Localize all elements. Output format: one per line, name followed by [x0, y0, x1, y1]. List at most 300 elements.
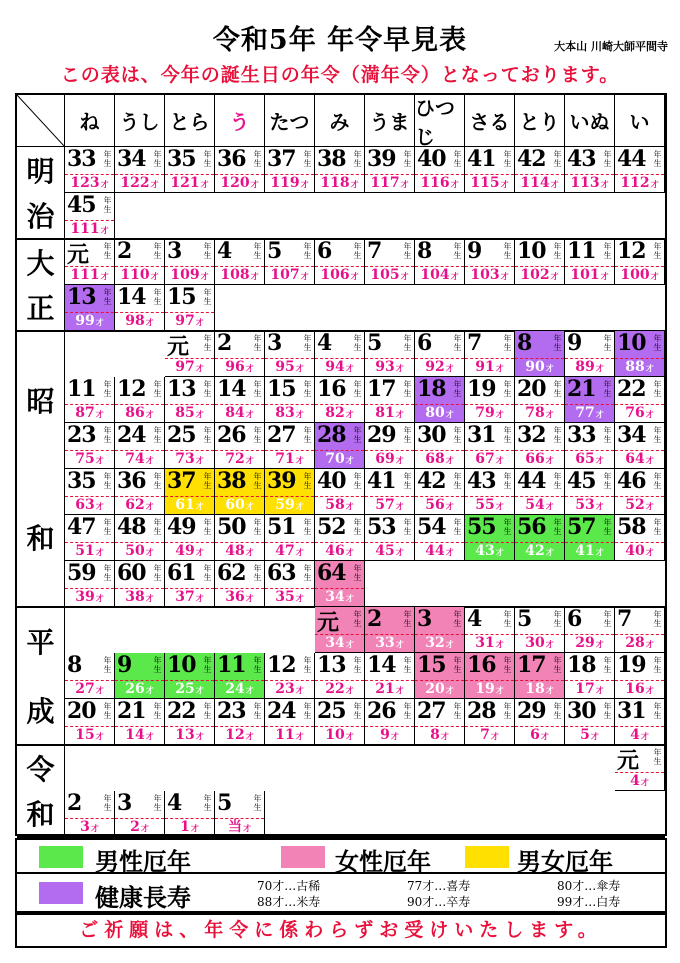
- age-number: 38: [125, 589, 145, 605]
- age-suffix: 才: [595, 455, 604, 465]
- year-cell: [615, 469, 665, 515]
- year-kanji: 年生: [453, 472, 462, 490]
- age-number: 87: [75, 405, 95, 421]
- birth-year: 12: [117, 376, 146, 402]
- year-kanji: 年生: [503, 610, 512, 628]
- year-kanji: 年生: [403, 380, 412, 398]
- year-cell: [365, 377, 415, 423]
- age-suffix: 才: [595, 639, 604, 649]
- age-number: 76: [625, 405, 645, 421]
- year-kanji: 年生: [553, 150, 562, 168]
- age-suffix: 才: [500, 271, 509, 281]
- birth-year: 3: [117, 790, 132, 816]
- age-value: [515, 496, 564, 514]
- age-number: 89: [575, 359, 595, 375]
- age-value: [615, 680, 664, 698]
- age-value: [365, 680, 414, 698]
- age-number: 84: [225, 405, 245, 421]
- age-suffix: 才: [495, 547, 504, 557]
- year-cell: [315, 147, 365, 193]
- age-suffix: 才: [200, 179, 209, 189]
- year-cell: [265, 469, 315, 515]
- age-value: [115, 496, 164, 514]
- year-kanji: 年生: [503, 656, 512, 674]
- age-number: 96: [225, 359, 245, 375]
- age-suffix: 才: [495, 455, 504, 465]
- age-value: [365, 404, 414, 422]
- age-value: [515, 542, 564, 560]
- year-kanji: 年生: [103, 380, 112, 398]
- age-value: [65, 542, 114, 560]
- year-cell: [615, 331, 665, 377]
- age-value: [165, 266, 214, 284]
- year-kanji: 年生: [653, 656, 662, 674]
- birth-year: 10: [517, 238, 546, 264]
- age-number: 95: [275, 359, 295, 375]
- age-value: [615, 404, 664, 422]
- age-suffix: 才: [95, 593, 104, 603]
- age-value: [615, 634, 664, 652]
- age-suffix: 才: [295, 363, 304, 373]
- year-cell: [365, 331, 415, 377]
- age-number: 62: [125, 497, 145, 513]
- health-swatch: [39, 882, 83, 904]
- age-number: 43: [475, 543, 495, 559]
- age-suffix: 才: [195, 409, 204, 419]
- year-cell: [115, 561, 165, 607]
- zodiac-header: たつ: [265, 95, 315, 147]
- year-kanji: 年生: [603, 472, 612, 490]
- age-number: 34: [325, 635, 345, 651]
- age-number: 99: [75, 313, 95, 329]
- age-number: 29: [575, 635, 595, 651]
- age-suffix: 才: [345, 593, 354, 603]
- year-cell: [415, 423, 465, 469]
- birth-year: 25: [317, 698, 346, 724]
- birth-year: 24: [267, 698, 296, 724]
- year-cell: [565, 653, 615, 699]
- year-kanji: 年生: [403, 334, 412, 352]
- birth-year: 5: [217, 790, 232, 816]
- age-suffix: 才: [195, 455, 204, 465]
- age-value: [615, 772, 664, 790]
- year-kanji: 年生: [403, 242, 412, 260]
- age-value: [565, 634, 614, 652]
- birth-year: 56: [517, 514, 546, 540]
- year-cell: [415, 469, 465, 515]
- year-kanji: 年生: [153, 150, 162, 168]
- age-suffix: 才: [300, 179, 309, 189]
- year-kanji: 年生: [503, 150, 512, 168]
- year-kanji: 年生: [253, 794, 262, 812]
- year-cell: [615, 745, 665, 791]
- birth-year: 32: [517, 422, 546, 448]
- age-value: [565, 680, 614, 698]
- age-value: [415, 542, 464, 560]
- year-cell: [465, 239, 515, 285]
- year-kanji: 年生: [653, 334, 662, 352]
- age-suffix: 才: [190, 823, 199, 833]
- age-number: 110: [120, 267, 150, 283]
- year-kanji: 年生: [453, 702, 462, 720]
- age-value: [65, 312, 114, 330]
- year-kanji: 年生: [153, 242, 162, 260]
- age-suffix: 才: [350, 271, 359, 281]
- age-number: 11: [275, 727, 295, 743]
- year-kanji: 年生: [603, 242, 612, 260]
- year-kanji: 年生: [153, 426, 162, 444]
- year-kanji: 年生: [253, 472, 262, 490]
- age-suffix: 才: [445, 363, 454, 373]
- age-suffix: 才: [145, 455, 154, 465]
- age-value: [265, 404, 314, 422]
- age-value: [65, 496, 114, 514]
- age-suffix: 才: [345, 685, 354, 695]
- year-kanji: 年生: [253, 518, 262, 536]
- birth-year: 4: [167, 790, 182, 816]
- age-value: [515, 726, 564, 744]
- age-suffix: 才: [145, 593, 154, 603]
- age-suffix: 才: [345, 639, 354, 649]
- year-cell: [565, 331, 615, 377]
- legend-health: 健康長寿: [95, 884, 191, 912]
- year-kanji: 年生: [453, 656, 462, 674]
- birth-year: 19: [467, 376, 496, 402]
- age-number: 4: [630, 773, 640, 789]
- age-value: [365, 726, 414, 744]
- birth-year: 45: [567, 468, 596, 494]
- year-cell: [315, 469, 365, 515]
- year-kanji: 年生: [153, 380, 162, 398]
- age-number: 104: [420, 267, 450, 283]
- age-value: [515, 358, 564, 376]
- age-suffix: 才: [550, 179, 559, 189]
- age-value: [565, 726, 614, 744]
- birth-year: 5: [267, 238, 282, 264]
- birth-year: 8: [67, 652, 82, 678]
- age-value: [615, 726, 664, 744]
- age-suffix: 才: [395, 455, 404, 465]
- age-value: [315, 588, 364, 606]
- year-cell: [315, 331, 365, 377]
- age-number: 64: [625, 451, 645, 467]
- year-kanji: 年生: [653, 518, 662, 536]
- age-number: 94: [325, 359, 345, 375]
- age-value: [365, 174, 414, 192]
- age-number: 60: [225, 497, 245, 513]
- birth-year: 31: [467, 422, 496, 448]
- birth-year: 38: [217, 468, 246, 494]
- year-cell: [115, 699, 165, 745]
- birth-year: 46: [617, 468, 646, 494]
- year-kanji: 年生: [153, 472, 162, 490]
- birth-year: 37: [167, 468, 196, 494]
- age-suffix: 才: [395, 547, 404, 557]
- age-number: 70: [325, 451, 345, 467]
- birth-year: 60: [117, 560, 146, 586]
- year-cell: [215, 377, 265, 423]
- zodiac-header: とら: [165, 95, 215, 147]
- birth-year: 30: [567, 698, 596, 724]
- age-value: [115, 818, 164, 836]
- year-cell: [165, 331, 215, 377]
- birth-year: 4: [467, 606, 482, 632]
- age-suffix: 才: [350, 179, 359, 189]
- birth-year: 6: [417, 330, 432, 356]
- birth-year: 14: [367, 652, 396, 678]
- age-number: 44: [425, 543, 445, 559]
- year-kanji: 年生: [303, 150, 312, 168]
- age-number: 61: [175, 497, 195, 513]
- age-suffix: 才: [545, 639, 554, 649]
- age-number: 73: [175, 451, 195, 467]
- age-number: 15: [75, 727, 95, 743]
- footer-note: ご祈願は、年令に係わらずお受けいたします。: [15, 913, 667, 948]
- birth-year: 27: [267, 422, 296, 448]
- year-kanji: 年生: [153, 564, 162, 582]
- birth-year: 50: [217, 514, 246, 540]
- year-cell: [215, 791, 265, 837]
- age-number: 85: [175, 405, 195, 421]
- year-cell: [515, 515, 565, 561]
- age-value: [365, 450, 414, 468]
- birth-year: 26: [217, 422, 246, 448]
- age-suffix: 才: [245, 363, 254, 373]
- year-kanji: 年生: [553, 242, 562, 260]
- year-kanji: 年生: [153, 794, 162, 812]
- era-char: 和: [26, 798, 55, 832]
- age-value: [265, 174, 314, 192]
- birth-year: 9: [567, 330, 582, 356]
- age-number: 55: [475, 497, 495, 513]
- age-suffix: 才: [95, 547, 104, 557]
- year-cell: [65, 515, 115, 561]
- year-kanji: 年生: [553, 610, 562, 628]
- age-number: 6: [530, 727, 540, 743]
- birth-year: 3: [267, 330, 282, 356]
- age-number: 54: [525, 497, 545, 513]
- age-value: [265, 266, 314, 284]
- age-number: 37: [175, 589, 195, 605]
- legend-female: 女性厄年: [335, 848, 431, 876]
- age-value: [265, 680, 314, 698]
- age-suffix: 才: [195, 685, 204, 695]
- year-kanji: 年生: [653, 748, 662, 766]
- age-suffix: 才: [645, 455, 654, 465]
- year-cell: [465, 147, 515, 193]
- age-suffix: 才: [195, 547, 204, 557]
- age-value: [165, 726, 214, 744]
- year-cell: [465, 469, 515, 515]
- birth-year: 25: [167, 422, 196, 448]
- age-number: 19: [475, 681, 495, 697]
- year-cell: [615, 423, 665, 469]
- age-suffix: 才: [95, 409, 104, 419]
- year-cell: [465, 699, 515, 745]
- year-cell: [265, 561, 315, 607]
- age-suffix: 才: [195, 501, 204, 511]
- age-suffix: 才: [450, 179, 459, 189]
- year-cell: [65, 239, 115, 285]
- legend-row-1: [15, 838, 667, 874]
- year-cell: [465, 653, 515, 699]
- age-number: 111: [70, 267, 100, 283]
- age-value: [65, 680, 114, 698]
- age-value: [65, 266, 114, 284]
- age-number: 98: [125, 313, 145, 329]
- age-value: [365, 634, 414, 652]
- age-number: 120: [220, 175, 250, 191]
- birth-year: 2: [217, 330, 232, 356]
- age-suffix: 才: [295, 409, 304, 419]
- age-number: 69: [375, 451, 395, 467]
- birth-year: 6: [567, 606, 582, 632]
- age-number: 107: [270, 267, 300, 283]
- birth-year: 11: [567, 238, 596, 264]
- year-kanji: 年生: [253, 380, 262, 398]
- age-number: 20: [425, 681, 445, 697]
- birth-year: 16: [467, 652, 496, 678]
- birth-year: 7: [467, 330, 482, 356]
- year-kanji: 年生: [503, 334, 512, 352]
- age-suffix: 才: [90, 823, 99, 833]
- age-suffix: 才: [395, 685, 404, 695]
- year-cell: [165, 469, 215, 515]
- year-kanji: 年生: [253, 334, 262, 352]
- era-char: 大: [26, 246, 55, 280]
- year-cell: [615, 147, 665, 193]
- year-kanji: 年生: [203, 334, 212, 352]
- year-kanji: 年生: [503, 380, 512, 398]
- birth-year: 2: [367, 606, 382, 632]
- birth-year: 元: [617, 748, 639, 774]
- age-number: 33: [375, 635, 395, 651]
- year-cell: [415, 239, 465, 285]
- birth-year: 27: [417, 698, 446, 724]
- year-cell: [465, 377, 515, 423]
- era-char: 治: [26, 200, 55, 234]
- year-kanji: 年生: [353, 380, 362, 398]
- age-number: 22: [325, 681, 345, 697]
- age-suffix: 才: [390, 731, 399, 741]
- year-cell: [215, 699, 265, 745]
- year-cell: [115, 653, 165, 699]
- year-cell: [65, 469, 115, 515]
- age-suffix: 才: [195, 317, 204, 327]
- age-suffix: 才: [200, 271, 209, 281]
- era-label: [17, 607, 65, 745]
- age-number: 116: [420, 175, 450, 191]
- year-kanji: 年生: [553, 656, 562, 674]
- age-value: [165, 818, 214, 836]
- age-suffix: 才: [145, 317, 154, 327]
- age-value: [215, 450, 264, 468]
- year-cell: [565, 607, 615, 653]
- age-value: [365, 266, 414, 284]
- age-suffix: 才: [545, 409, 554, 419]
- age-value: [215, 404, 264, 422]
- birth-year: 57: [567, 514, 596, 540]
- age-value: [515, 680, 564, 698]
- year-cell: [365, 653, 415, 699]
- age-suffix: 才: [495, 409, 504, 419]
- age-number: 48: [225, 543, 245, 559]
- year-kanji: 年生: [253, 702, 262, 720]
- year-cell: [515, 469, 565, 515]
- year-kanji: 年生: [453, 242, 462, 260]
- age-suffix: 才: [595, 363, 604, 373]
- year-cell: [165, 377, 215, 423]
- age-number: 102: [520, 267, 550, 283]
- age-value: [215, 496, 264, 514]
- birth-year: 53: [367, 514, 396, 540]
- year-cell: [65, 791, 115, 837]
- year-kanji: 年生: [453, 610, 462, 628]
- year-kanji: 年生: [653, 242, 662, 260]
- age-number: 58: [325, 497, 345, 513]
- year-kanji: 年生: [353, 472, 362, 490]
- year-cell: [515, 147, 565, 193]
- year-kanji: 年生: [303, 334, 312, 352]
- age-value: [465, 542, 514, 560]
- year-kanji: 年生: [303, 242, 312, 260]
- year-kanji: 年生: [153, 656, 162, 674]
- age-suffix: 才: [150, 179, 159, 189]
- year-cell: [265, 653, 315, 699]
- birth-year: 元: [167, 334, 189, 360]
- age-value: [215, 358, 264, 376]
- birth-year: 21: [117, 698, 146, 724]
- age-value: [165, 680, 214, 698]
- year-kanji: 年生: [103, 426, 112, 444]
- age-value: [215, 588, 264, 606]
- age-suffix: 才: [450, 271, 459, 281]
- male-swatch: [39, 846, 83, 868]
- year-cell: [65, 699, 115, 745]
- age-value: [315, 404, 364, 422]
- legend-male: 男性厄年: [95, 848, 191, 876]
- age-number: 97: [175, 359, 195, 375]
- age-number: 111: [70, 221, 100, 237]
- year-cell: [65, 561, 115, 607]
- age-number: 47: [275, 543, 295, 559]
- birth-year: 33: [567, 422, 596, 448]
- age-number: 30: [525, 635, 545, 651]
- year-cell: [565, 147, 615, 193]
- birth-year: 61: [167, 560, 196, 586]
- birth-year: 28: [467, 698, 496, 724]
- age-value: [215, 542, 264, 560]
- age-suffix: 才: [545, 455, 554, 465]
- birth-year: 19: [617, 652, 646, 678]
- year-cell: [365, 469, 415, 515]
- age-suffix: 才: [150, 271, 159, 281]
- age-value: [365, 358, 414, 376]
- birth-year: 24: [117, 422, 146, 448]
- birth-year: 15: [417, 652, 446, 678]
- year-cell: [365, 147, 415, 193]
- age-suffix: 才: [95, 731, 104, 741]
- year-cell: [165, 791, 215, 837]
- age-suffix: 才: [345, 547, 354, 557]
- age-value: [265, 450, 314, 468]
- zodiac-header: とり: [515, 95, 565, 147]
- year-kanji: 年生: [353, 610, 362, 628]
- age-value: [115, 266, 164, 284]
- note-88: 88才…米寿: [257, 895, 321, 909]
- year-cell: [565, 469, 615, 515]
- age-value: [165, 312, 214, 330]
